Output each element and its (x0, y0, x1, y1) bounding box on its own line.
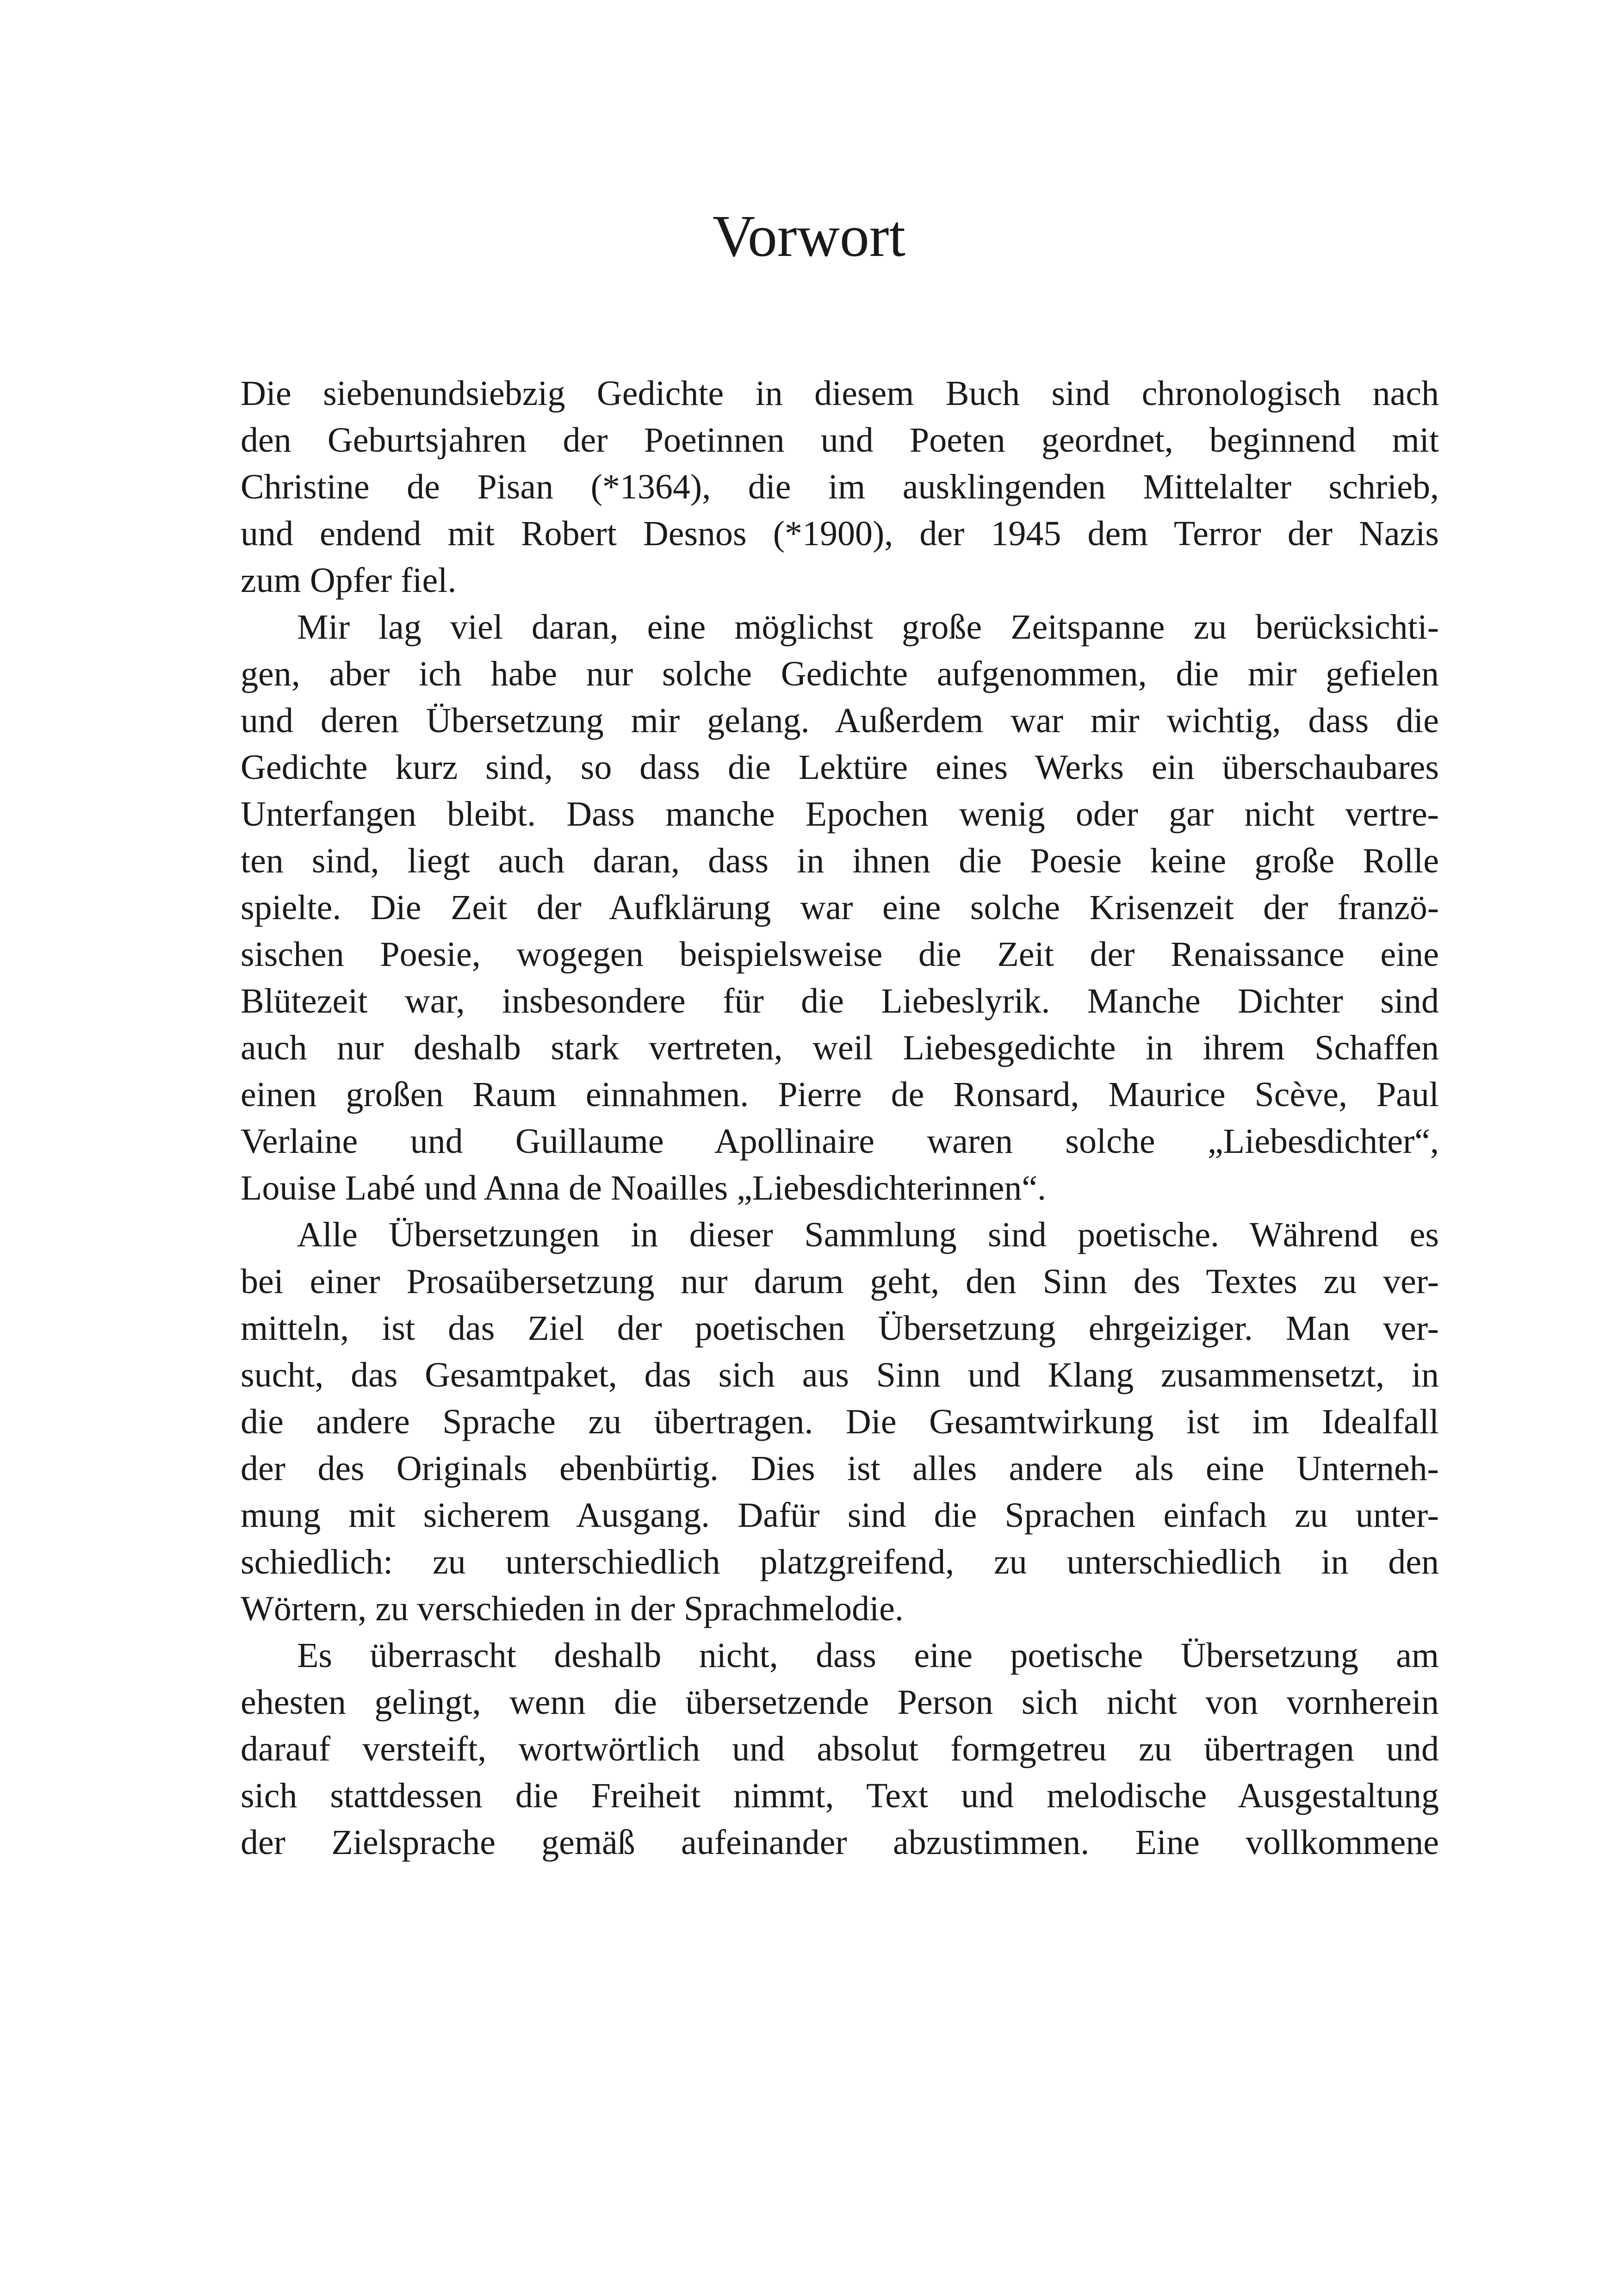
text-line: Louise Labé und Anna de Noailles „Liebesdichterinnen“. (241, 1169, 1047, 1207)
text-line: Alle Übersetzungen in dieser Sammlung sind poetische. Während es (297, 1215, 1439, 1254)
text-line: Christine de Pisan (*1364), die im ausklingenden Mittelalter schrieb, (241, 467, 1439, 506)
text-line: auch nur deshalb stark vertreten, weil Liebesgedichte in ihrem Schaffen (241, 1028, 1439, 1067)
text-line: Wörtern, zu verschieden in der Sprachmelodie. (241, 1589, 904, 1628)
text-line: Gedichte kurz sind, so dass die Lektüre eines Werks ein überschaubares (241, 748, 1439, 787)
text-line: der des Originals ebenbürtig. Dies ist alles andere als eine Unterneh- (241, 1449, 1439, 1488)
paragraph-4 (241, 1632, 1439, 1866)
paragraph-3 (241, 1212, 1439, 1632)
text-line: Die siebenundsiebzig Gedichte in diesem Buch sind chronologisch nach (241, 374, 1439, 413)
body-text (241, 370, 1439, 1866)
text-line: mung mit sicherem Ausgang. Dafür sind die Sprachen einfach zu unter- (241, 1496, 1439, 1535)
text-line: sischen Poesie, wogegen beispielsweise die Zeit der Renaissance eine (241, 935, 1439, 974)
text-line: und deren Übersetzung mir gelang. Außerdem war mir wichtig, dass die (241, 701, 1439, 740)
text-line: Mir lag viel daran, eine möglichst große Zeitspanne zu berücksichti- (297, 608, 1439, 647)
text-line: der Zielsprache gemäß aufeinander abzustimmen. Eine vollkommene (241, 1823, 1439, 1862)
text-line: Unterfangen bleibt. Dass manche Epochen wenig oder gar nicht vertre- (241, 795, 1439, 834)
text-line: schiedlich: zu unterschiedlich platzgreifend, zu unterschiedlich in den (241, 1543, 1439, 1581)
text-line: die andere Sprache zu übertragen. Die Gesamtwirkung ist im Idealfall (241, 1402, 1439, 1441)
text-line: Es überrascht deshalb nicht, dass eine poetische Übersetzung am (297, 1636, 1439, 1675)
text-line: und endend mit Robert Desnos (*1900), der 1945 dem Terror der Nazis (241, 514, 1439, 553)
text-line: ehesten gelingt, wenn die übersetzende Person sich nicht von vornherein (241, 1683, 1439, 1722)
text-line: gen, aber ich habe nur solche Gedichte aufgenommen, die mir gefielen (241, 654, 1439, 693)
paragraph-2 (241, 604, 1439, 1212)
text-line: zum Opfer fiel. (241, 561, 457, 600)
text-line: bei einer Prosaübersetzung nur darum geht, den Sinn des Textes zu ver- (241, 1262, 1439, 1301)
text-line: Verlaine und Guillaume Apollinaire waren solche „Liebesdichter“, (241, 1122, 1439, 1161)
text-line: ten sind, liegt auch daran, dass in ihnen die Poesie keine große Rolle (241, 841, 1439, 880)
text-line: spielte. Die Zeit der Aufklärung war eine solche Krisenzeit der franzö- (241, 888, 1439, 927)
text-line: einen großen Raum einnahmen. Pierre de Ronsard, Maurice Scève, Paul (241, 1075, 1439, 1114)
text-line: sucht, das Gesamtpaket, das sich aus Sinn und Klang zusammensetzt, in (241, 1356, 1439, 1394)
text-line: darauf versteift, wortwörtlich und absolut formgetreu zu übertragen und (241, 1730, 1439, 1768)
text-line: den Geburtsjahren der Poetinnen und Poeten geordnet, beginnend mit (241, 421, 1439, 460)
text-line: sich stattdessen die Freiheit nimmt, Text und melodische Ausgestaltung (241, 1776, 1439, 1815)
paragraph-1 (241, 370, 1439, 604)
page-title: Vorwort (712, 203, 906, 269)
text-line: Blütezeit war, insbesondere für die Liebeslyrik. Manche Dichter sind (241, 982, 1439, 1020)
text-line: mitteln, ist das Ziel der poetischen Übersetzung ehrgeiziger. Man ver- (241, 1309, 1439, 1348)
